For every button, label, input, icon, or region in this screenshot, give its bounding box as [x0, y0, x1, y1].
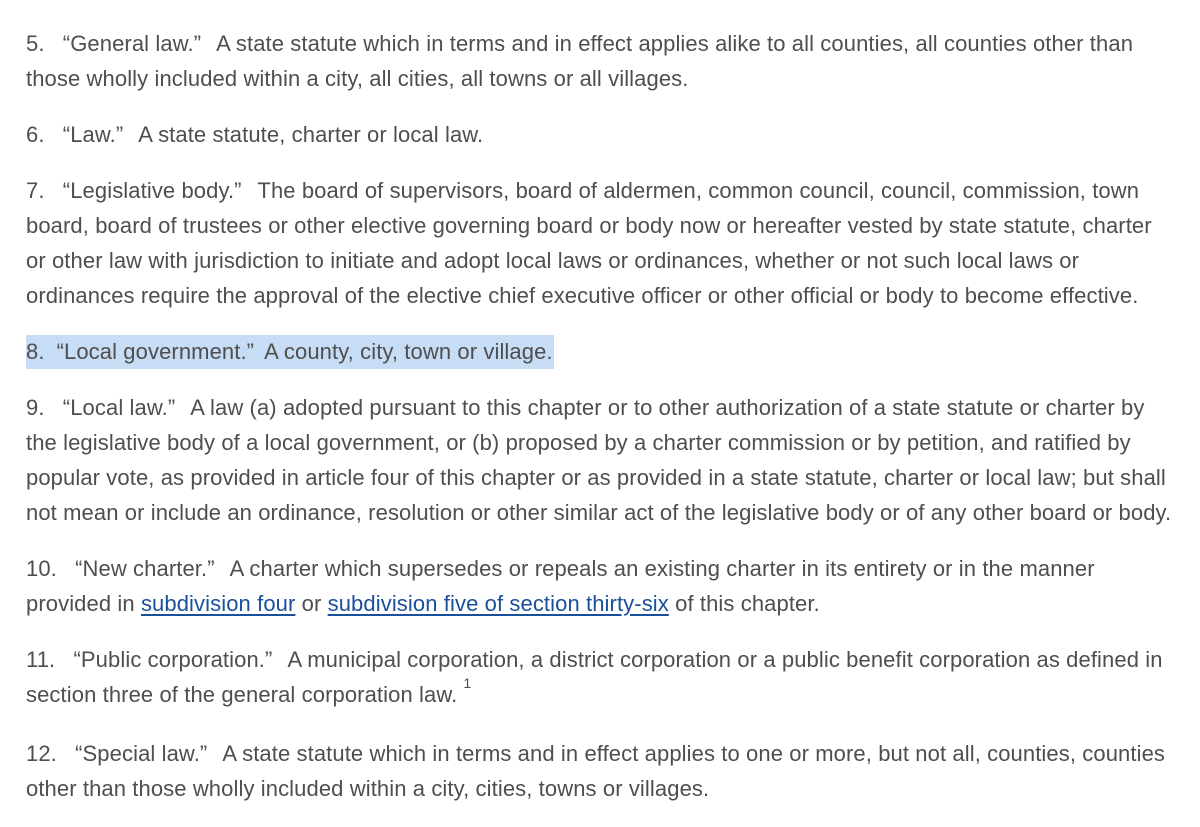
- section-thirty-six-link[interactable]: subdivision five of section thirty-six: [327, 591, 669, 616]
- definition-term: “Law.”: [62, 122, 124, 147]
- definition-10: [26, 551, 1176, 621]
- definition-term: “New charter.”: [75, 556, 215, 581]
- definition-term: “Legislative body.”: [62, 178, 242, 203]
- definition-number: 10.: [26, 556, 57, 581]
- definition-term: “Local law.”: [62, 395, 176, 420]
- definition-number: 12.: [26, 741, 57, 766]
- definition-6: [26, 117, 1176, 152]
- definition-text-connector: or: [301, 591, 322, 616]
- definition-number: 7.: [26, 178, 45, 203]
- definition-number: 6.: [26, 122, 45, 147]
- definition-term: “Special law.”: [75, 741, 208, 766]
- definition-text: A law (a) adopted pursuant to this chapter or to other authorization of a state statute or charter by the legislative body of a local government, or (b) proposed by a charter commission or by petition, and ratified by popular vote, as provided in article four of this chapter or as provided in a state statute, charter or local law; but shall not mean or include an ordinance, resolution or other similar act of the legislative body or of any other board or body.: [26, 395, 1172, 525]
- definition-text: A county, city, town or village.: [264, 339, 553, 364]
- definition-term: “Public corporation.”: [73, 647, 273, 672]
- text-selection-highlight[interactable]: [26, 335, 554, 369]
- definition-text-end: of this chapter.: [675, 591, 820, 616]
- definition-number: 8.: [26, 339, 45, 364]
- definition-5: [26, 26, 1176, 96]
- definition-text: A municipal corporation, a district corporation or a public benefit corporation as defined in section three of the general corporation law.: [26, 647, 1163, 707]
- definition-9: [26, 390, 1176, 530]
- footnote-marker[interactable]: 1: [463, 675, 472, 691]
- subdivision-four-link[interactable]: subdivision four: [140, 591, 296, 616]
- definition-term: “Local government.”: [56, 339, 255, 364]
- definition-term: “General law.”: [62, 31, 202, 56]
- document-body: [26, 26, 1176, 827]
- definition-7: [26, 173, 1176, 313]
- definition-12: [26, 736, 1176, 806]
- definition-number: 9.: [26, 395, 45, 420]
- definition-number: 11.: [26, 647, 56, 672]
- definition-text: A charter which supersedes or repeals an existing charter in its entirety or in the manner provided in: [26, 556, 1095, 616]
- definition-8: [26, 334, 1176, 369]
- definition-text: A state statute which in terms and in effect applies to one or more, but not all, counties, counties other than those wholly included within a city, cities, towns or villages.: [26, 741, 1166, 801]
- definition-text: The board of supervisors, board of aldermen, common council, council, commission, town board, board of trustees or other elective governing board or body now or hereafter vested by state statute, charter or other law with jurisdiction to initiate and adopt local laws or ordinances, whether or not such local laws or ordinances require the approval of the elective chief executive officer or other official or body to become effective.: [26, 178, 1152, 308]
- definition-number: 5.: [26, 31, 45, 56]
- definition-text: A state statute, charter or local law.: [138, 122, 484, 147]
- definition-text: A state statute which in terms and in effect applies alike to all counties, all counties other than those wholly included within a city, all cities, all towns or all villages.: [26, 31, 1134, 91]
- definition-11: [26, 642, 1176, 715]
